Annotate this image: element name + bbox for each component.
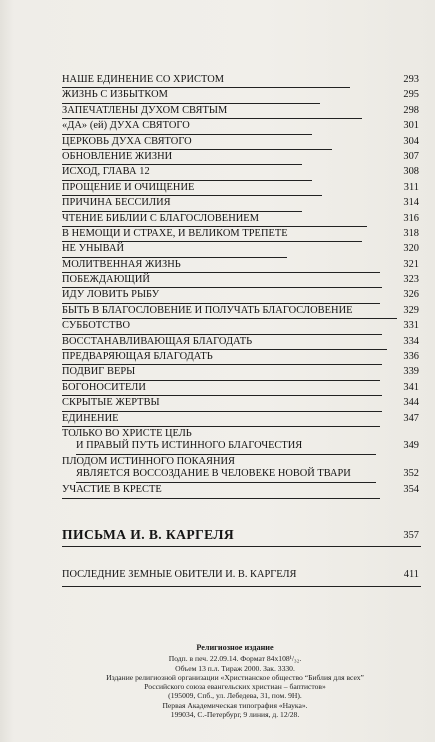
toc-entry [62, 119, 421, 134]
toc-entry-title: ЕДИНЕНИЕ [62, 412, 119, 424]
toc-entry [62, 335, 421, 350]
toc-entry-title: ПРОЩЕНИЕ И ОЧИЩЕНИЕ [62, 181, 195, 193]
toc-entry-page-number: 334 [403, 335, 419, 347]
toc-entry-title: ИСХОД, ГЛАВА 12 [62, 166, 150, 178]
toc-entry [62, 396, 421, 411]
colophon-line: Издание религиозной организации «Христианское общество “Библия для всех” [106, 672, 364, 682]
toc-entry-title: НЕ УНЫВАЙ [62, 243, 125, 255]
toc-entry [62, 227, 421, 242]
toc-entry-page-number: 301 [403, 120, 419, 132]
toc-entry-title: ПРИЧИНА БЕССИЛИЯ [62, 197, 171, 209]
toc-entry [62, 104, 421, 119]
toc-entry-page-number: 314 [403, 197, 419, 209]
toc-entry-page-number: 320 [403, 243, 419, 255]
section-heading-letters [62, 527, 421, 545]
toc-entry-title: ЗАПЕЧАТЛЕНЫ ДУХОМ СВЯТЫМ [62, 104, 228, 116]
toc-entry-page-number: 321 [403, 258, 419, 270]
toc-entry [62, 150, 421, 165]
toc-entry-underline [62, 498, 380, 499]
toc-entry [62, 412, 421, 427]
toc-entry-title-line1: ПЛОДОМ ИСТИННОГО ПОКАЯНИЯ [62, 456, 235, 468]
toc-entry-title: БЫТЬ В БЛАГОСЛОВЕНИЕ И ПОЛУЧАТЬ БЛАГОСЛОВЕНИЕ [62, 304, 353, 316]
colophon-heading: Религиозное издание [196, 643, 274, 652]
toc-entry [62, 365, 421, 380]
appendix-entry [62, 569, 421, 585]
colophon-line: (195009, Спб., ул. Лебедева, 31, пом. 9Н). [168, 691, 302, 701]
section-underline [62, 546, 421, 547]
toc-entry-page-number: 329 [403, 304, 419, 316]
toc-entry-title: ПОБЕЖДАЮЩИЙ [62, 274, 150, 286]
toc-entry-page-number: 352 [403, 468, 419, 480]
toc-entry-title: СКРЫТЫЕ ЖЕРТВЫ [62, 397, 160, 409]
toc-entry-title: МОЛИТВЕННАЯ ЖИЗНЬ [62, 258, 181, 270]
toc-entry-page-number: 326 [403, 289, 419, 301]
toc-entry-page-number: 293 [403, 74, 419, 85]
appendix-title: ПОСЛЕДНИЕ ЗЕМНЫЕ ОБИТЕЛИ И. В. КАРГЕЛЯ [62, 568, 297, 580]
toc-entry-page-number: 349 [403, 440, 419, 452]
toc-entry-title: В НЕМОЩИ И СТРАХЕ, И ВЕЛИКОМ ТРЕПЕТЕ [62, 227, 288, 239]
toc-entry [62, 483, 421, 498]
toc-entry [62, 350, 421, 365]
colophon-line: Объем 13 п.л. Тираж 2000. Зак. 3330. [175, 663, 295, 673]
appendix-page-number: 411 [403, 568, 419, 580]
colophon [40, 643, 430, 719]
toc-long-entries [62, 427, 421, 498]
toc-entry [62, 258, 421, 273]
toc-entry-page-number: 344 [403, 397, 419, 409]
toc-entry-title-line1: ТОЛЬКО ВО ХРИСТЕ ЦЕЛЬ [62, 428, 192, 440]
colophon-line: 199034, С.-Петербург, 9 линия, д. 12/28. [170, 710, 300, 720]
toc-entry [62, 381, 421, 396]
toc-entry [62, 273, 421, 288]
toc-entry-page-number: 341 [403, 381, 419, 393]
toc-entry [62, 181, 421, 196]
toc-entry-page-number: 304 [403, 135, 419, 147]
toc-entry-two-line [62, 455, 421, 483]
toc-entry-page-number: 318 [403, 227, 419, 239]
toc-entry-title: ЦЕРКОВЬ ДУХА СВЯТОГО [62, 135, 192, 147]
toc-entry [62, 165, 421, 180]
toc-entry [62, 288, 421, 303]
toc-entry [62, 242, 421, 257]
toc-entry-title: ВОССТАНАВЛИВАЮЩАЯ БЛАГОДАТЬ [62, 335, 253, 347]
toc-entry-title-line2: И ПРАВЫЙ ПУТЬ ИСТИННОГО БЛАГОЧЕСТИЯ [76, 440, 303, 452]
toc-entry-page-number: 298 [403, 104, 419, 116]
appendix-underline [62, 586, 421, 587]
colophon-line: Первая Академическая типография «Наука». [162, 700, 308, 710]
toc-entry-page-number: 307 [403, 150, 419, 162]
toc-entry [62, 196, 421, 211]
toc-entry-title: БОГОНОСИТЕЛИ [62, 381, 146, 393]
toc-entry-page-number: 331 [403, 320, 419, 332]
toc-entry-title-line2: ЯВЛЯЕТСЯ ВОССОЗДАНИЕ В ЧЕЛОВЕКЕ НОВОЙ ТВАРИ [76, 468, 351, 480]
toc-entry-page-number: 323 [403, 274, 419, 286]
toc-entry [62, 304, 421, 319]
toc-entry-page-number: 308 [403, 166, 419, 178]
toc-entry-title: СУББОТСТВО [62, 320, 131, 332]
toc-entry [62, 88, 421, 103]
toc-entry-page-number: 339 [403, 366, 419, 378]
toc-entry-page-number: 336 [403, 351, 419, 363]
toc-entry-page-number: 316 [403, 212, 419, 224]
toc-entry [62, 73, 421, 88]
toc-entry [62, 319, 421, 334]
toc-entry-title: ПОДВИГ ВЕРЫ [62, 366, 136, 378]
colophon-line: Российского союза евангельских христиан – баптистов» [144, 682, 326, 692]
toc-entry-title: УЧАСТИЕ В КРЕСТЕ [62, 484, 162, 496]
toc-entry-title: ИДУ ЛОВИТЬ РЫБУ [62, 289, 160, 301]
toc-entry-title: ЖИЗНЬ С ИЗБЫТКОМ [62, 89, 168, 101]
toc-entry-title: ОБНОВЛЕНИЕ ЖИЗНИ [62, 150, 173, 162]
toc-entry-page-number: 311 [403, 181, 419, 193]
toc-entry-title: ПРЕДВАРЯЮЩАЯ БЛАГОДАТЬ [62, 351, 213, 363]
toc-entry-two-line [62, 427, 421, 455]
toc-entry-page-number: 354 [403, 484, 419, 496]
toc-entry-title: «ДА» (ей) ДУХА СВЯТОГО [62, 120, 190, 132]
section-title: ПИСЬМА И. В. КАРГЕЛЯ [62, 526, 235, 542]
toc-entry [62, 135, 421, 150]
toc-entry-title: ЧТЕНИЕ БИБЛИИ С БЛАГОСЛОВЕНИЕМ [62, 212, 259, 224]
toc-entry-page-number: 347 [403, 412, 419, 424]
toc-entry-title: НАШЕ ЕДИНЕНИЕ СО ХРИСТОМ [62, 74, 225, 85]
colophon-line: Подп. в печ. 22.09.14. Формат 84x108¹/₃₂. [168, 654, 302, 664]
table-of-contents [62, 73, 421, 427]
toc-entry-page-number: 295 [403, 89, 419, 101]
toc-entry [62, 212, 421, 227]
section-page-number: 357 [403, 529, 419, 541]
